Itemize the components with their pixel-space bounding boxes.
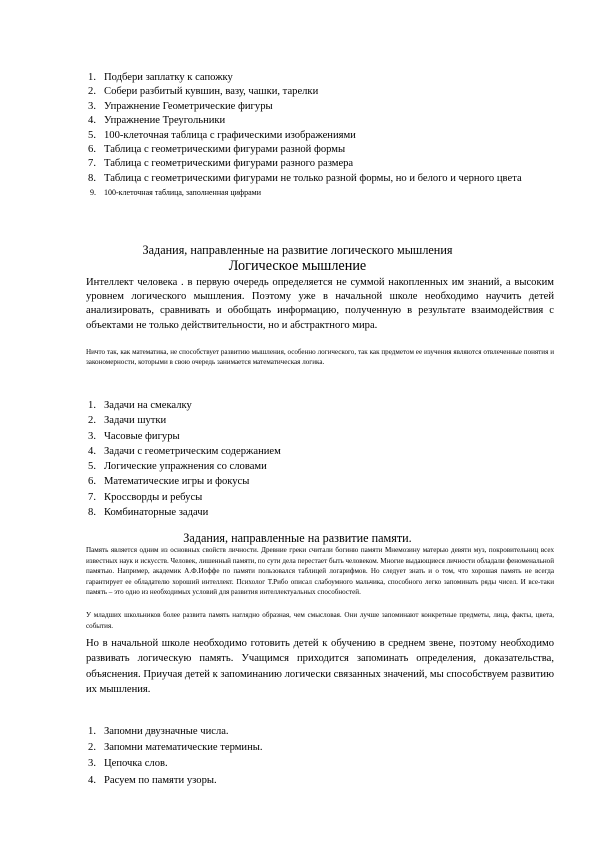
list-item-text: Задачи с геометрическим содержанием [104,445,281,457]
list-number: 3. [88,758,96,770]
logic-section-heading: Задания, направленные на развитие логического мышления [142,243,453,257]
list-number: 5. [88,129,96,141]
memory-tasks-list [84,724,554,789]
list-item [84,740,554,756]
logic-section-subheading: Логическое мышление [228,258,367,274]
list-number: 6. [88,144,96,156]
list-item-text: Запомни математические термины. [104,742,263,754]
list-item-text: Цепочка слов. [104,758,168,770]
list-item-text: Логические упражнения со словами [104,461,267,473]
list-number: 1. [88,400,96,411]
list-number: 7. [88,158,96,170]
list-item-text: Комбинаторные задачи [104,507,209,519]
list-item-text: Математические игры и фокусы [104,476,250,488]
list-item [84,187,554,199]
list-number: 2. [88,415,96,427]
list-item [84,756,554,772]
list-item [84,85,554,99]
list-item-text: Запомни двузначные числа. [104,726,229,737]
list-item-text: Таблица с геометрическими фигурами разного размера [104,158,354,170]
list-item-text: 100-клеточная таблица, заполненная цифрами [104,188,261,198]
list-item-text: Упражнение Геометрические фигуры [104,100,273,112]
list-item [84,429,554,444]
list-item [84,71,554,85]
list-item-text: Таблица с геометрическими фигурами не только разной формы, но и белого и черного цвета [104,172,522,184]
list-number: 2. [88,742,96,754]
list-item [84,114,554,128]
logic-paragraph: Интеллект человека . в первую очередь определяется не суммой накопленных им знаний, а высоким уровнем логического мышления. Поэтому уже в начальной школе необходимо научить детей анализировать, сравнивать и обобщать информацию, полученную в результате взаимодействия с объектами не только действительности, но и абстрактного мира. [86,277,554,331]
list-item [84,172,554,186]
list-number: 3. [88,430,96,442]
memory-section-heading: Задания, направленные на развитие памяти. [183,531,412,545]
list-number: 4. [88,115,96,127]
list-item-text: 100-клеточная таблица с графическими изображениями [104,129,356,141]
list-item-text: Расуем по памяти узоры. [104,774,217,786]
list-item-text: Собери разбитый кувшин, вазу, чашки, тарелки [104,86,319,98]
logic-paragraph-small: Ничто так, как математика, не способствует развитию мышления, особенно логического, так как предметом ее изучения являются отвлеченные понятия и закономерности, которыми в свою очередь занимается математическая логика. [86,348,554,367]
list-number: 1. [88,72,96,83]
memory-paragraph-small: У младших школьников более развита память наглядно образная, чем смысловая. Они лучше запоминают конкретные предметы, лица, факты, цвета, события. [86,611,554,630]
list-item [84,413,554,428]
list-item [84,459,554,474]
list-item-text: Подбери заплатку к сапожку [104,72,233,83]
list-number: 8. [88,172,96,184]
list-item [84,444,554,459]
list-number: 7. [88,491,96,503]
list-item [84,490,554,505]
list-item-text: Упражнение Треугольники [104,115,226,127]
games-list [84,71,554,199]
list-item [84,505,554,520]
list-item [84,724,554,740]
list-number: 4. [88,445,96,457]
list-item-text: Задачи на смекалку [104,400,192,411]
list-number: 1. [88,726,96,737]
list-item-text: Часовые фигуры [104,430,180,442]
list-item [84,398,554,413]
list-item [84,474,554,489]
list-item [84,100,554,114]
list-item-text: Кроссворды и ребусы [104,491,203,503]
list-number: 8. [88,507,96,519]
list-item [84,143,554,157]
list-item-text: Задачи шутки [104,415,167,427]
memory-paragraph-small: Память является одним из основных свойств личности. Древние греки считали богиню памяти Мнемозину матерью девяти муз, покровительниц всех известных наук и искусств. Человек, лишенный памяти, по сути дела перестает быть человеком. Многие выдающиеся личности обладали феноменальной памятью. Например, академик А.Ф.Иоффе по памяти пользовался таблицей логарифмов. Но следует знать и о том, что хорошая память не всегда гарантирует ее обладателю хороший интеллект. Психолог Т.Рибо описал слабоумного мальчика, способного легко запоминать ряды чисел. И все-таки память – это одно из необходимых условий для развития интеллектуальных способностей. [86,546,554,597]
logic-tasks-list [84,398,554,520]
list-item-text: Таблица с геометрическими фигурами разной формы [104,144,346,156]
list-item [84,773,554,789]
list-number: 3. [88,100,96,112]
list-number: 5. [88,461,96,473]
list-item [84,157,554,171]
memory-paragraph: Но в начальной школе необходимо готовить детей к обучению в среднем звене, поэтому необходимо развивать логическую память. Учащимся приходится запоминать определения, доказательства, объяснения. Приучая детей к запоминанию логически связанных значений, мы способствуем развитию их мышления. [86,638,554,696]
list-number: 2. [88,86,96,98]
list-number: 9. [90,188,96,198]
list-number: 6. [88,476,96,488]
list-item [84,129,554,143]
list-number: 4. [88,774,96,786]
